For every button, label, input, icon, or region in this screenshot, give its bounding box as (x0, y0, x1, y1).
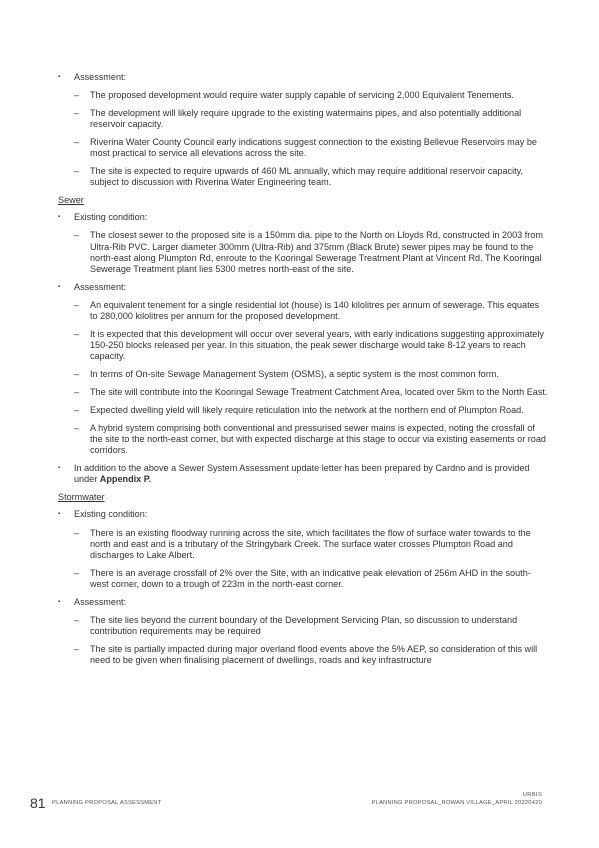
item-text: Riverina Water County Council early indications suggest connection to the existing Bellevue Reservoirs may be most practical to service all elevations across the site. (90, 137, 537, 159)
dash-marker: – (74, 90, 80, 101)
sub-bullet-item (58, 644, 548, 666)
bullet-item (58, 212, 548, 223)
sub-bullet-item (58, 137, 548, 159)
item-text: There is an existing floodway running across the site, which facilitates the flow of surface water towards to the north and east and is a tributary of the Stringybark Creek. The surface water crosses Plumpton Road and discharges to Lake Albert. (90, 527, 531, 561)
footer-brand: URBIS (522, 792, 542, 798)
bullet-item (58, 509, 548, 520)
dash-marker: – (74, 369, 80, 380)
item-text: Existing condition: (74, 509, 148, 520)
sub-bullet-item (58, 615, 548, 637)
dash-marker: – (74, 644, 80, 655)
item-text: Assessment: (74, 596, 127, 607)
item-text: The site will contribute into the Kooringal Sewage Treatment Catchment Area, located over 5km to the North East. (90, 387, 548, 398)
bullet-item (58, 72, 548, 83)
page-number: 81 (30, 795, 46, 811)
item-text: Existing condition: (74, 212, 148, 223)
sub-bullet-item (58, 300, 548, 322)
item-text: The proposed development would require water supply capable of servicing 2,000 Equivalent Tenements. (90, 90, 514, 101)
footer-left-label: PLANNING PROPOSAL ASSESSMENT (52, 800, 162, 806)
bullet-marker: ▪ (58, 511, 61, 518)
dash-marker: – (74, 404, 80, 415)
sub-bullet-item (58, 528, 548, 562)
item-text: Assessment: (74, 72, 127, 82)
item-text: Expected dwelling yield will likely require reticulation into the network at the northern end of Plumpton Road. (90, 404, 524, 415)
dash-marker: – (74, 387, 80, 398)
dash-marker: – (74, 527, 80, 538)
item-text: An equivalent tenement for a single residential lot (house) is 140 kilolitres per annum of sewerage. This equates to 280,000 kilolitres per annum for the proposed development. (90, 300, 540, 322)
item-text: The site is expected to require upwards of 460 ML annually, which may require additional reservoir capacity, subject to discussion with Riverina Water Engineering team. (90, 166, 524, 188)
bullet-marker: ▪ (58, 283, 61, 290)
item-text: The site is partially impacted during major overland flood events above the 5% AEP, so consideration of this will need to be given when finalising placement of dwellings, roads and key infrastructure (90, 644, 538, 666)
dash-marker: – (74, 567, 80, 578)
item-text: In terms of On-site Sewage Management System (OSMS), a septic system is the most common form. (90, 369, 499, 380)
item-text: The closest sewer to the proposed site is a 150mm dia. pipe to the North on Lloyds Rd, constructed in 2003 from Ultra-Rib PVC. Larger diameter 300mm (Ultra-Rib) and 375mm (Black Brute) sewer pipes may be found to the north-east along Plumpton Rd, enroute to the Kooringal Sewerage Treatment Plant at Vincent Rd. The Kooringal Sewerage Treatment plant lies 5300 metres north-east of the site. (90, 230, 543, 275)
bullet-marker: ▪ (58, 214, 61, 221)
dash-marker: – (74, 166, 80, 176)
item-text: It is expected that this development will occur over several years, with early indications suggesting approximately 150-250 blocks released per year. In this situation, the peak sewer discharge would take 8-12 years to reach capacity. (90, 329, 544, 362)
item-text: Assessment: (74, 281, 127, 292)
dash-marker: – (74, 230, 80, 241)
sub-bullet-item (58, 90, 548, 101)
dash-marker: – (74, 108, 80, 118)
sub-bullet-item (58, 405, 548, 416)
item-text: The site lies beyond the current boundary of the Development Servicing Plan, so discussion to understand contribution requirements may be required (90, 615, 518, 637)
sub-bullet-item (58, 568, 548, 590)
dash-marker: – (74, 137, 80, 147)
sub-bullet-item (58, 369, 548, 380)
bullet-item (58, 282, 548, 293)
sub-bullet-item (58, 230, 548, 275)
sub-bullet-item (58, 166, 548, 188)
item-text: A hybrid system comprising both conventional and pressurised sewer mains is expected, noting the crossfall of the site to the north-east corner, but with expected discharge at this stage to occur via existing easements or road corridors. (90, 422, 546, 456)
dash-marker: – (74, 329, 80, 340)
appendix-reference: Appendix P. (99, 474, 152, 485)
dash-marker: – (74, 422, 80, 433)
dash-marker: – (74, 615, 80, 626)
body-content (58, 72, 548, 673)
bullet-item (58, 597, 548, 608)
item-text: The development will likely require upgrade to the existing watermains pipes, and also potentially additional reservoir capacity. (90, 108, 522, 130)
item-text: In addition to the above a Sewer System Assessment update letter has been prepared by Cardno and is provided under (74, 462, 530, 485)
bullet-marker: ▪ (58, 464, 61, 471)
footer-right-label: PLANNING PROPOSAL_ROWAN VILLAGE_APRIL 20220420 (371, 800, 542, 806)
bullet-marker: ▪ (58, 74, 61, 80)
item-text: There is an average crossfall of 2% over the Site, with an indicative peak elevation of 256m AHD in the south-west corner, down to a trough of 223m in the north-east corner. (90, 567, 531, 590)
sub-bullet-item (58, 387, 548, 398)
sub-bullet-item (58, 108, 548, 130)
sub-bullet-item (58, 423, 548, 457)
bullet-marker: ▪ (58, 598, 61, 605)
section-heading: Sewer (58, 195, 84, 205)
sub-bullet-item (58, 329, 548, 363)
dash-marker: – (74, 300, 80, 311)
bullet-item (58, 463, 548, 485)
section-heading: Stormwater (58, 492, 105, 503)
